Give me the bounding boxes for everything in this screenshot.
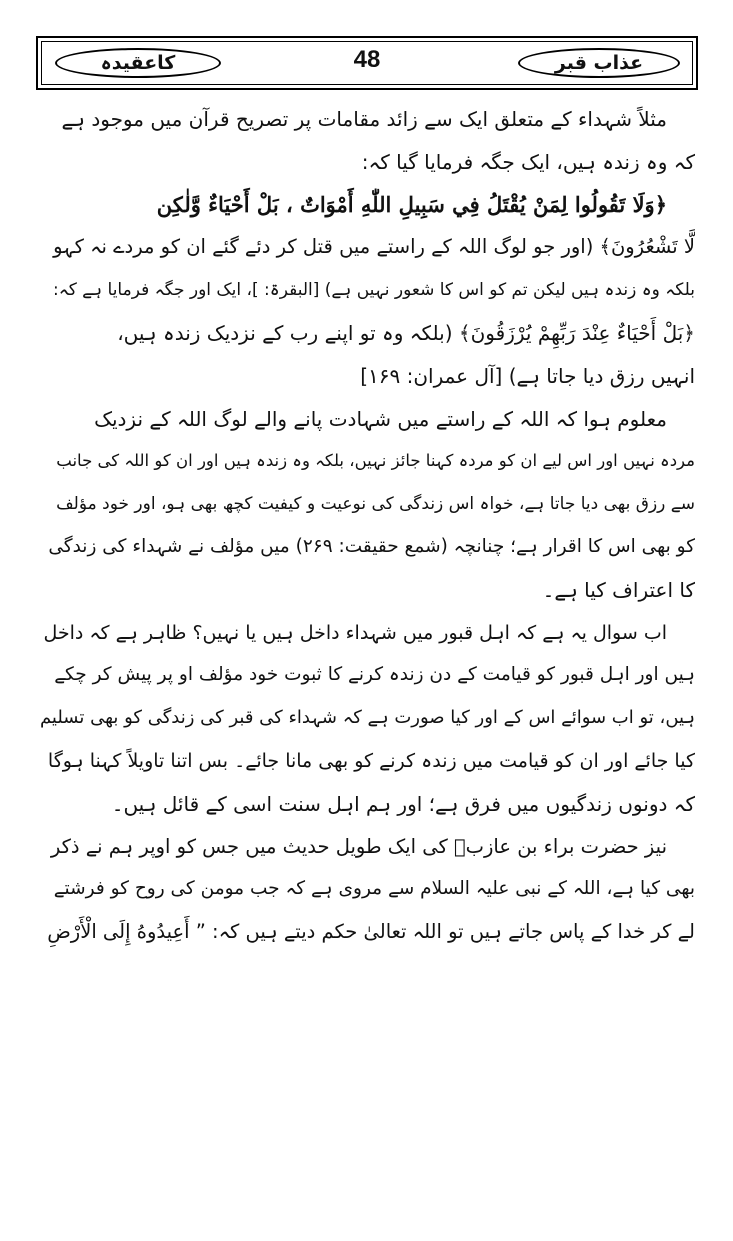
text-line: نیز حضرت براء بن عازبؓ کی ایک طویل حدیث میں جس کو اوپر ہم نے ذکر <box>50 834 667 858</box>
text-line: بلکہ وہ زندہ ہیں لیکن تم کو اس کا شعور نہیں ہے) [البقرۃ: ]، ایک اور جگہ فرمایا ہے کہ: <box>53 280 695 301</box>
text-line: ﴿بَلْ أَحْيَاءٌ عِنْدَ رَبِّهِمْ يُرْزَقُونَ﴾ (بلکہ وہ تو اپنے رب کے نزدیک زندہ ہیں، <box>117 320 695 345</box>
text-line: مثلاً شہداء کے متعلق ایک سے زائد مقامات پر تصریح قرآن میں موجود ہے <box>61 107 667 131</box>
text-line: سے رزق بھی دیا جاتا ہے، خواہ اس زندگی کی نوعیت و کیفیت کچھ بھی ہو، اور خود مؤلف <box>56 494 695 515</box>
text-line: مردہ نہیں اور اس لیے ان کو مردہ کہنا جائز نہیں، بلکہ وہ زندہ ہیں اور ان کو اللہ کی جانب <box>56 451 695 471</box>
text-line: بھی کیا ہے، اللہ کے نبی علیہ السلام سے مروی ہے کہ جب مومن کی روح کو فرشتے <box>53 878 695 900</box>
text-line: معلوم ہوا کہ اللہ کے راستے میں شہادت پانے والے لوگ اللہ کے نزدیک <box>94 406 667 431</box>
text-line: لے کر خدا کے پاس جاتے ہیں تو اللہ تعالیٰ حکم دیتے ہیں کہ: ” أَعِيدُوهُ إِلَى الْأَرْضِ <box>47 920 695 944</box>
page-number: 48 <box>353 46 381 73</box>
text-line: کہ وہ زندہ ہیں، ایک جگہ فرمایا گیا کہ: <box>361 149 695 174</box>
text-line: ہیں، تو اب سوائے اس کے اور کیا صورت ہے کہ شہداء کی قبر کی زندگی کو بھی تسلیم <box>40 707 695 729</box>
text-line: ہیں اور اہل قبور کو قیامت کے دن زندہ کرنے کا ثبوت خود مؤلف او پر پیش کر چکے <box>54 664 695 686</box>
text-line: کیا جائے اور ان کو قیامت میں زندہ کرنے کو بھی مانا جائے۔ بس اتنا تاویلاً کہنا ہوگا <box>47 749 695 772</box>
text-line: اب سوال یہ ہے کہ اہل قبور میں شہداء داخل ہیں یا نہیں؟ ظاہر ہے کہ داخل <box>43 621 667 644</box>
text-line: انہیں رزق دیا جاتا ہے) [آل عمران: ۱۶۹] <box>360 363 695 388</box>
text-line: لَّا تَشْعُرُونَ﴾ (اور جو لوگ اللہ کے راستے میں قتل کر دئے گئے ان کو مردے نہ کہو <box>53 235 695 259</box>
quran-verse-line: ﴿وَلَا تَقُولُوا لِمَنْ يُقْتَلُ فِي سَبِيلِ اللّٰهِ أَمْوَاتٌ ، بَلْ أَحْيَاءٌ وَّلٰكِن <box>156 191 667 217</box>
book-title-left: کاعقیدہ <box>55 48 221 78</box>
text-line: کہ دونوں زندگیوں میں فرق ہے؛ اور ہم اہل سنت اسی کے قائل ہیں۔ <box>111 791 695 816</box>
page-body <box>40 98 695 954</box>
text-line: کا اعتراف کیا ہے۔ <box>542 577 695 602</box>
text-line: کو بھی اس کا اقرار ہے؛ چنانچہ (شمع حقیقت: ۲۶۹) میں مؤلف نے شہداء کی زندگی <box>48 535 695 557</box>
page-header <box>36 36 698 90</box>
book-title-right: عذاب قبر <box>518 48 680 78</box>
